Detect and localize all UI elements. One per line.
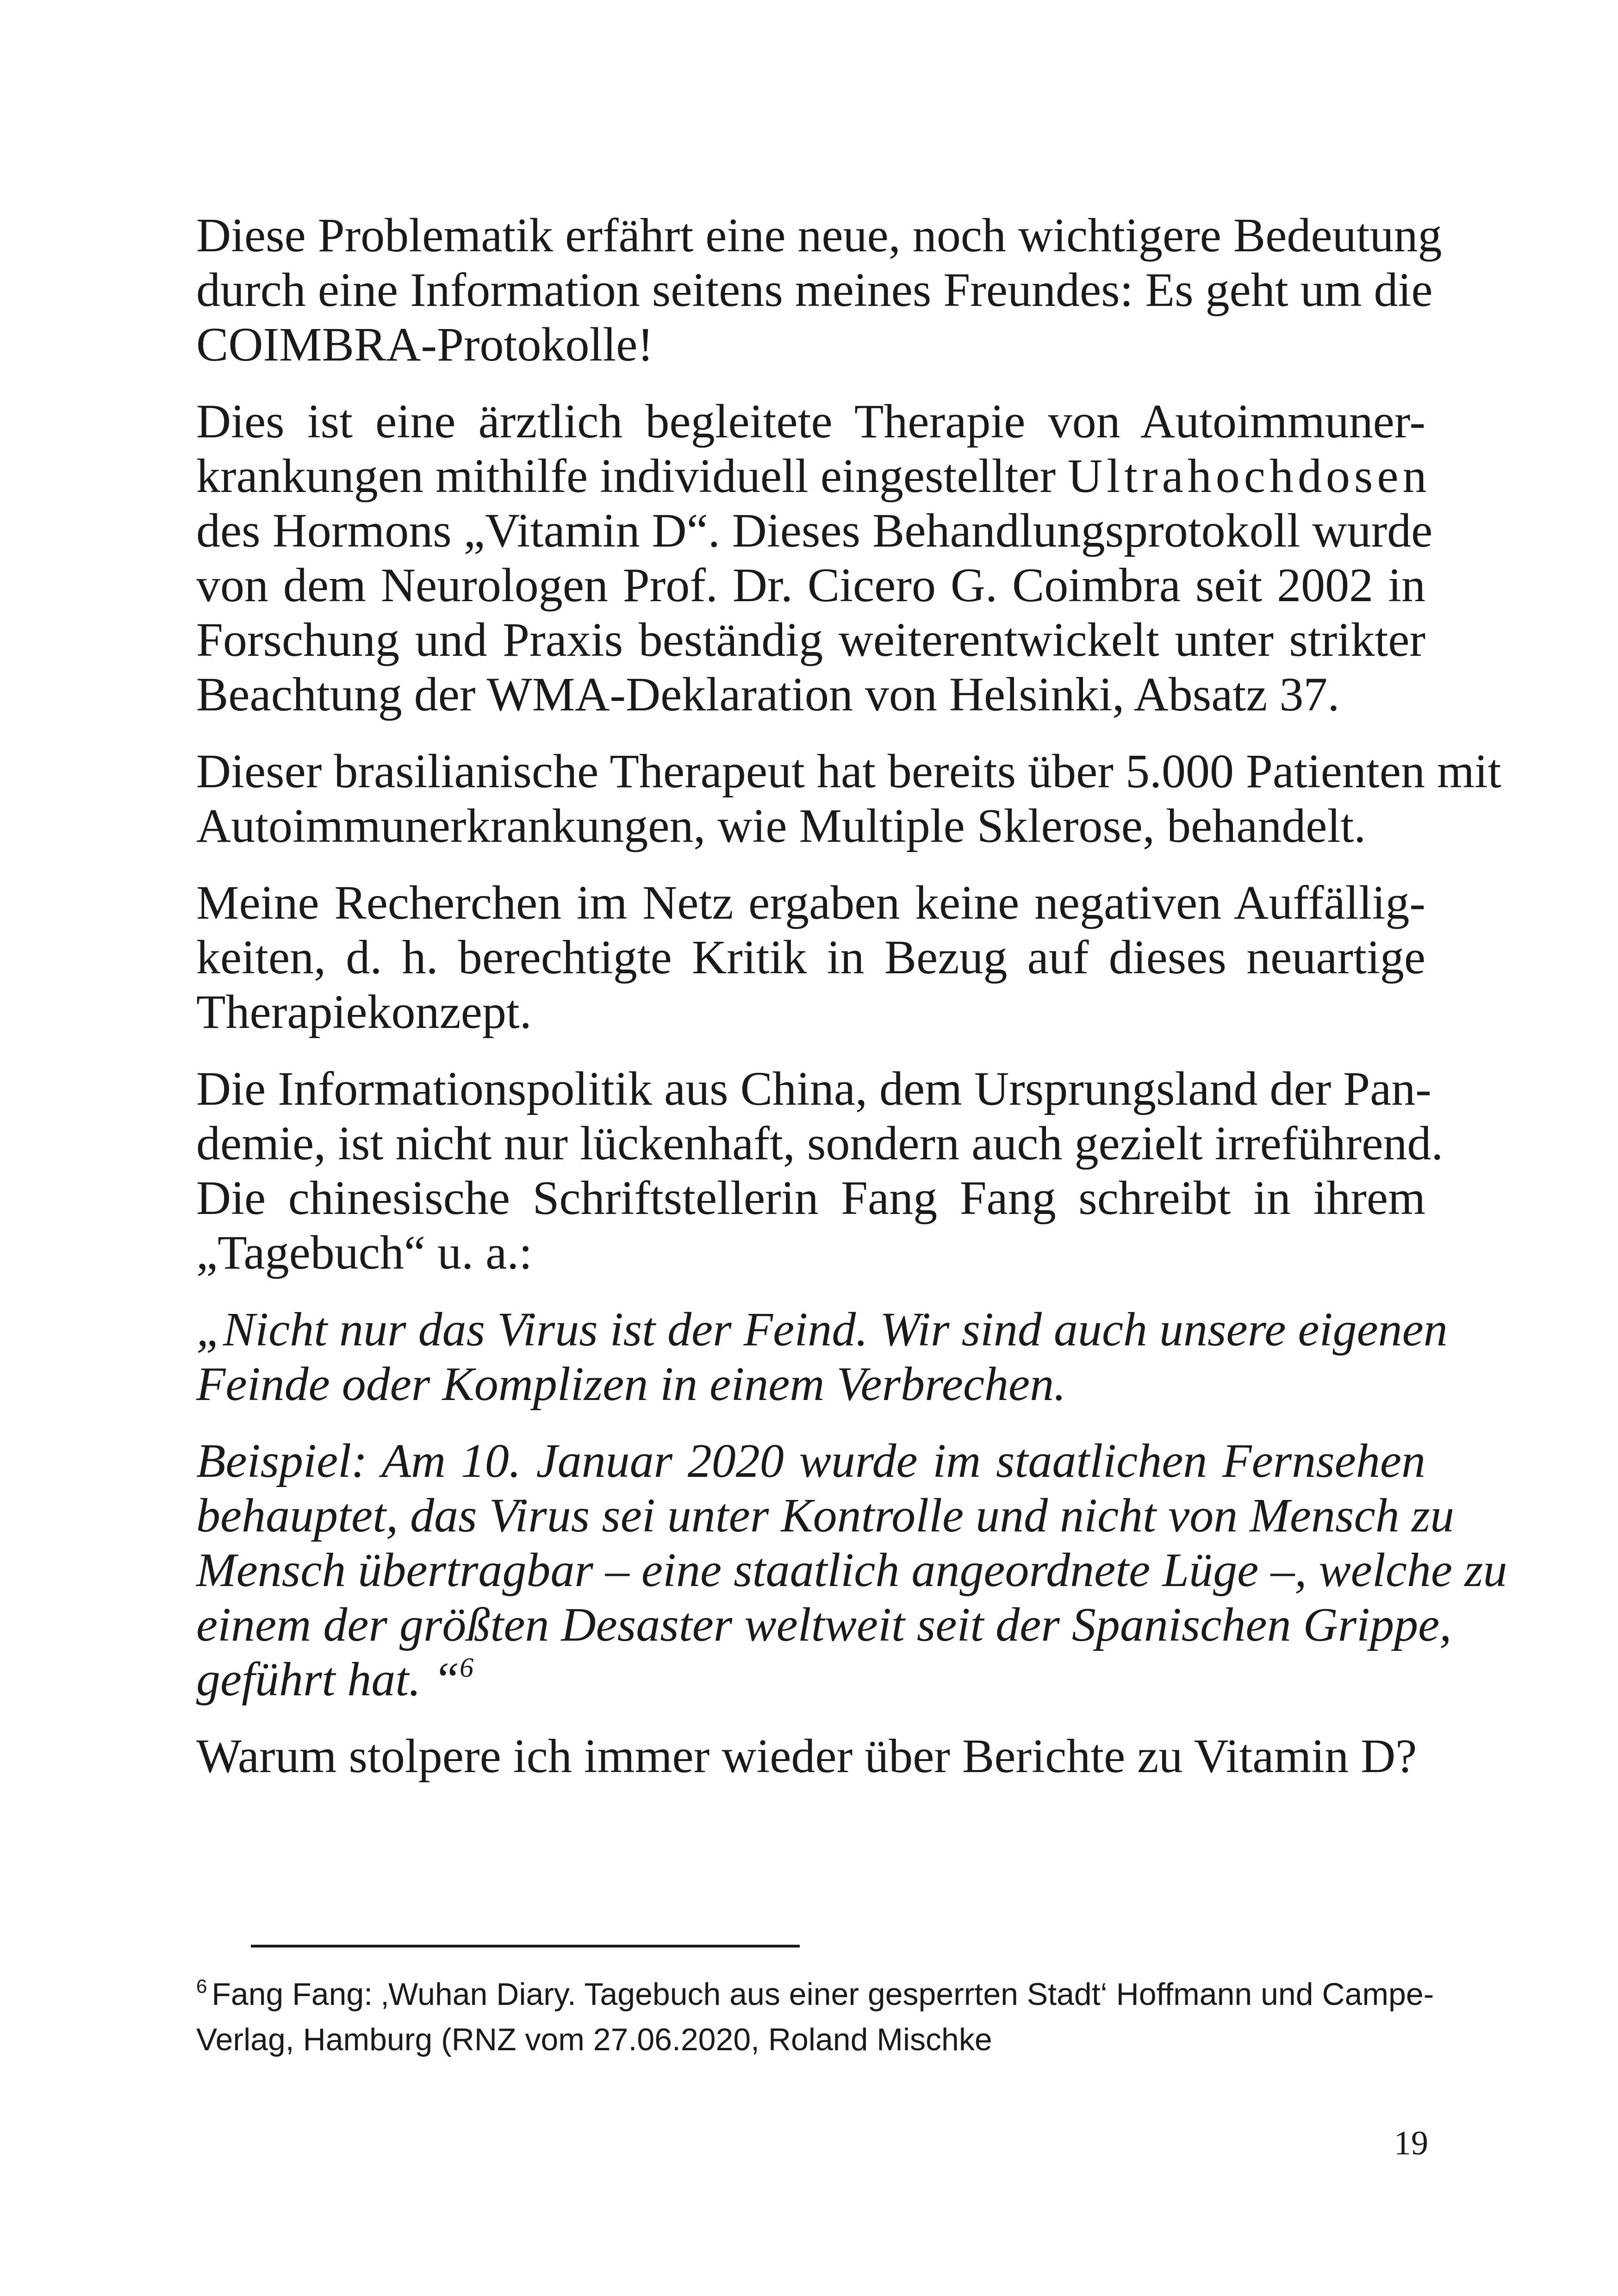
page-number: 19 <box>1394 2124 1428 2162</box>
footnote-line: Verlag, Hamburg (RNZ vom 27.06.2020, Roland Mischke <box>196 2022 992 2057</box>
text-fragment: geführt hat. “ <box>196 1653 460 1706</box>
body-text <box>196 208 1507 1806</box>
text-line: von dem Neurologen Prof. Dr. Cicero G. Coimbra seit 2002 in <box>196 559 1425 612</box>
footnote <box>196 1972 1434 2062</box>
text-fragment: krankungen mithilfe individuell eingestellter <box>196 449 1056 503</box>
text-line: COIMBRA-Protokolle! <box>196 318 653 371</box>
text-line: Die Informationspolitik aus China, dem Ursprungsland der Pan- <box>196 1062 1431 1115</box>
text-line: Diese Problematik erfährt eine neue, noch wichtigere Bedeutung <box>196 209 1442 262</box>
paragraph-4 <box>196 876 1425 1039</box>
text-line: Meine Recherchen im Netz ergaben keine negativen Auffällig- <box>196 876 1425 929</box>
paragraph-3 <box>196 744 1501 853</box>
text-line: Therapiekonzept. <box>196 985 532 1039</box>
text-line: Die chinesische Schriftstellerin Fang Fang schreibt in ihrem <box>196 1171 1425 1225</box>
text-line: „Nicht nur das Virus ist der Feind. Wir sind auch unsere eigenen <box>196 1303 1448 1356</box>
text-line: Mensch übertragbar – eine staatlich angeordnete Lüge –, welche zu <box>196 1543 1507 1597</box>
quote-paragraph-1 <box>196 1302 1448 1412</box>
footnote-divider <box>251 1945 800 1948</box>
footnote-reference[interactable]: 6 <box>460 1652 474 1683</box>
footnote-text: Fang Fang: ‚Wuhan Diary. Tagebuch aus einer gesperrten Stadt‘ Hoffmann und Campe- <box>212 1977 1434 2012</box>
text-line: Feinde oder Komplizen in einem Verbrechen. <box>196 1357 1066 1411</box>
text-line: demie, ist nicht nur lückenhaft, sondern auch gezielt irreführend. <box>196 1117 1444 1170</box>
paragraph-6 <box>196 1729 1425 1784</box>
spaced-word: Ultrahochdosen <box>1068 449 1431 503</box>
text-line: Forschung und Praxis beständig weiterentwickelt unter strikter <box>196 613 1425 666</box>
text-line: „Tagebuch“ u. a.: <box>196 1226 533 1279</box>
paragraph-5 <box>196 1062 1444 1280</box>
text-line: Warum stolpere ich immer wieder über Berichte zu Vitamin D? <box>196 1730 1417 1783</box>
text-line: behauptet, das Virus sei unter Kontrolle und nicht von Mensch zu <box>196 1489 1455 1542</box>
text-line: Beachtung der WMA-Deklaration von Helsinki, Absatz 37. <box>196 668 1340 721</box>
text-line: Dieser brasilianische Therapeut hat bereits über 5.000 Patienten mit <box>196 745 1501 798</box>
paragraph-2 <box>196 394 1433 722</box>
text-line: Autoimmunerkrankungen, wie Multiple Sklerose, behandelt. <box>196 799 1366 852</box>
footnote-line <box>196 1972 1434 2017</box>
quote-paragraph-2 <box>196 1434 1507 1707</box>
text-line: keiten, d. h. berechtigte Kritik in Bezug auf dieses neuartige <box>196 931 1425 984</box>
footnote-marker: 6 <box>196 1975 207 1997</box>
text-line: Dies ist eine ärztlich begleitete Therapie von Autoimmuner- <box>196 395 1425 448</box>
text-line: Beispiel: Am 10. Januar 2020 wurde im staatlichen Fernsehen <box>196 1434 1425 1487</box>
text-line: durch eine Information seitens meines Freundes: Es geht um die <box>196 263 1433 317</box>
text-line-with-footnote-ref <box>196 1652 1425 1707</box>
text-line: einem der größten Desaster weltweit seit der Spanischen Grippe, <box>196 1598 1452 1651</box>
paragraph-1 <box>196 208 1442 372</box>
text-line-with-spaced-word <box>196 449 1431 504</box>
text-line: des Hormons „Vitamin D“. Dieses Behandlungsprotokoll wurde <box>196 504 1433 557</box>
